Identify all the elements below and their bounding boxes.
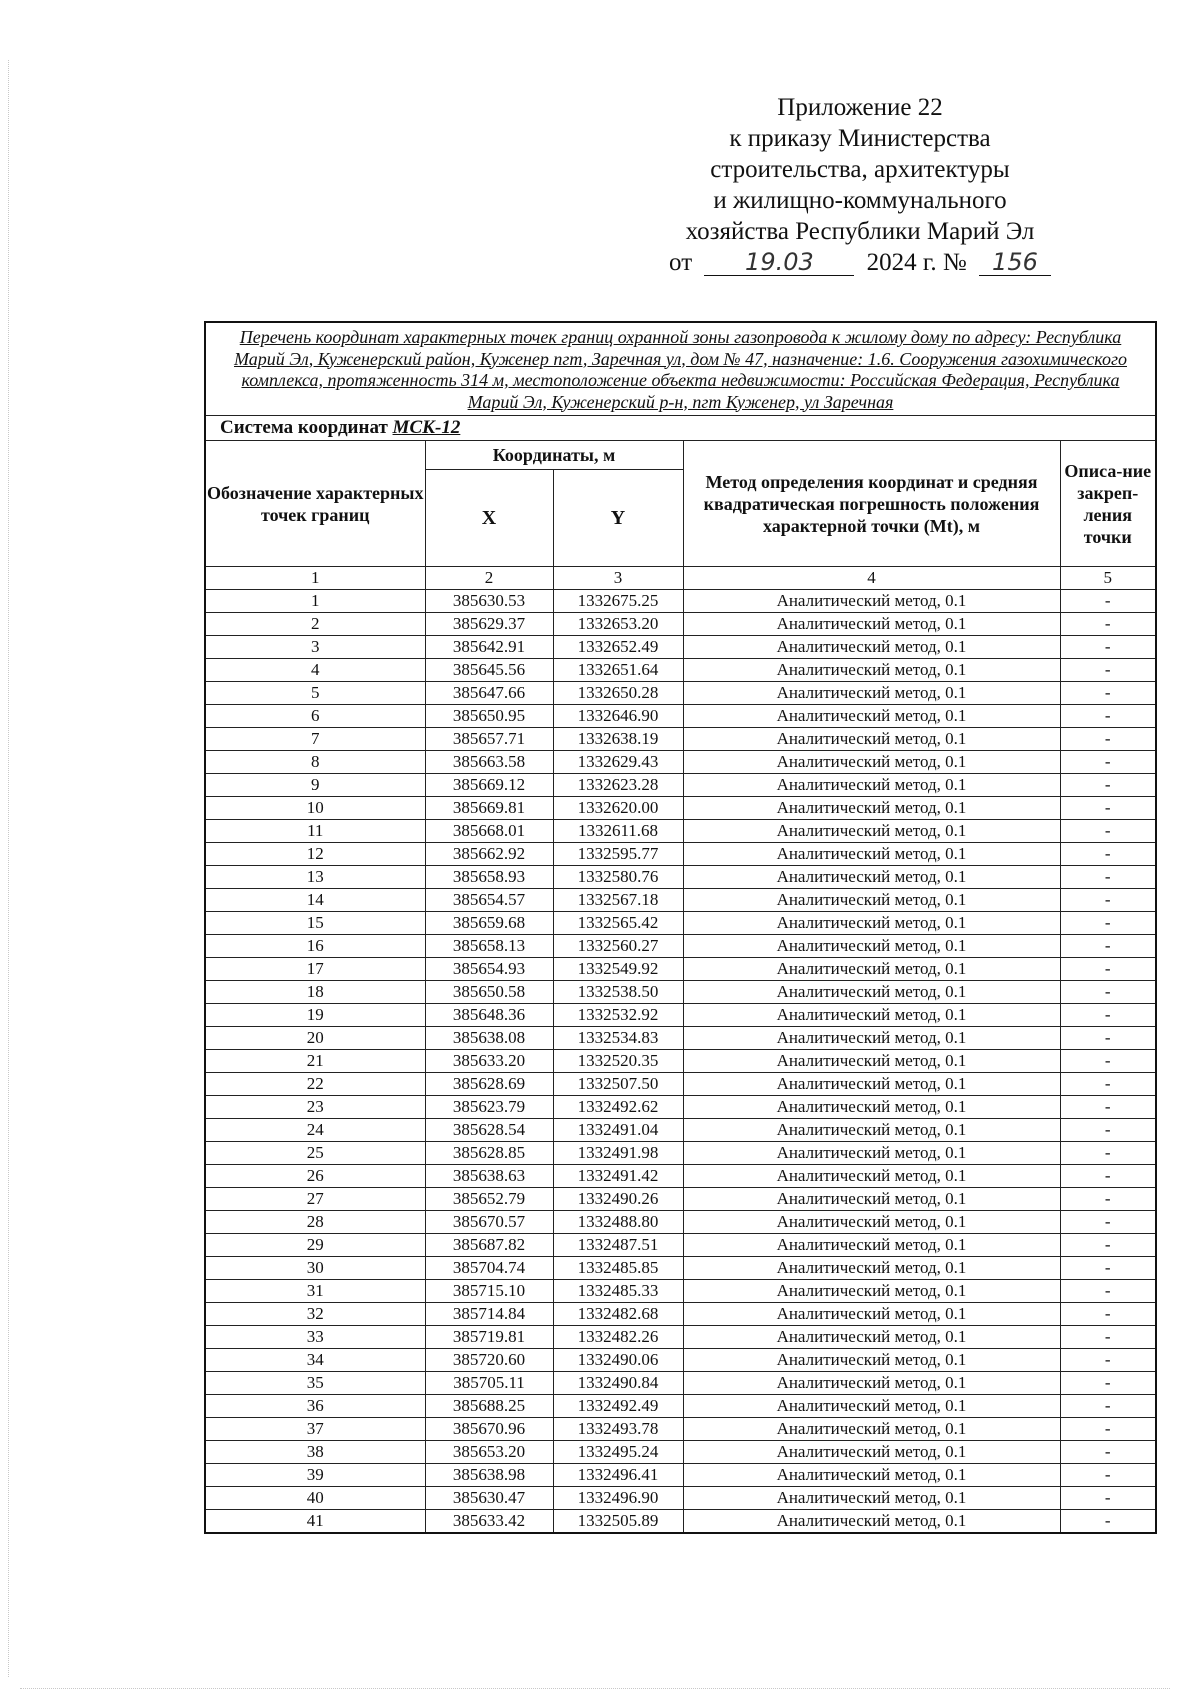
- y-cell: 1332490.06: [553, 1349, 683, 1372]
- description-cell: -: [1060, 613, 1156, 636]
- table-row: [205, 751, 1156, 774]
- method-cell: Аналитический метод, 0.1: [683, 1487, 1060, 1510]
- point-id-cell: 21: [205, 1050, 425, 1073]
- x-cell: 385670.96: [425, 1418, 553, 1441]
- y-cell: 1332538.50: [553, 981, 683, 1004]
- description-cell: -: [1060, 1395, 1156, 1418]
- table-row: [205, 958, 1156, 981]
- coordinates-table: [204, 321, 1157, 1534]
- table-row: [205, 1211, 1156, 1234]
- column-number: 3: [553, 567, 683, 590]
- point-id-cell: 5: [205, 682, 425, 705]
- table-row: [205, 728, 1156, 751]
- point-id-cell: 33: [205, 1326, 425, 1349]
- table-row: [205, 1119, 1156, 1142]
- y-cell: 1332595.77: [553, 843, 683, 866]
- description-cell: -: [1060, 1257, 1156, 1280]
- y-cell: 1332638.19: [553, 728, 683, 751]
- x-cell: 385650.58: [425, 981, 553, 1004]
- x-cell: 385650.95: [425, 705, 553, 728]
- table-row: [205, 1441, 1156, 1464]
- table-row: [205, 1326, 1156, 1349]
- x-cell: 385645.56: [425, 659, 553, 682]
- description-cell: -: [1060, 1280, 1156, 1303]
- description-cell: -: [1060, 1142, 1156, 1165]
- point-id-cell: 17: [205, 958, 425, 981]
- order-line: [560, 247, 1160, 278]
- description-cell: -: [1060, 935, 1156, 958]
- x-cell: 385652.79: [425, 1188, 553, 1211]
- y-cell: 1332485.85: [553, 1257, 683, 1280]
- column-number: 5: [1060, 567, 1156, 590]
- x-cell: 385638.08: [425, 1027, 553, 1050]
- point-id-cell: 31: [205, 1280, 425, 1303]
- point-id-cell: 27: [205, 1188, 425, 1211]
- header-description: Описа-ние закреп-ления точки: [1060, 441, 1156, 567]
- order-date-handwritten: 19.03: [704, 249, 854, 276]
- x-cell: 385719.81: [425, 1326, 553, 1349]
- x-cell: 385630.53: [425, 590, 553, 613]
- table-row: [205, 1257, 1156, 1280]
- description-cell: -: [1060, 1050, 1156, 1073]
- method-cell: Аналитический метод, 0.1: [683, 1303, 1060, 1326]
- table-row: [205, 590, 1156, 613]
- header-line: Приложение 22: [777, 94, 943, 121]
- system-label: Система координат: [220, 417, 388, 438]
- description-cell: -: [1060, 820, 1156, 843]
- description-cell: -: [1060, 682, 1156, 705]
- description-cell: -: [1060, 912, 1156, 935]
- x-cell: 385663.58: [425, 751, 553, 774]
- point-id-cell: 19: [205, 1004, 425, 1027]
- method-cell: Аналитический метод, 0.1: [683, 1073, 1060, 1096]
- order-year: 2024 г. №: [866, 249, 967, 276]
- table-row: [205, 774, 1156, 797]
- method-cell: Аналитический метод, 0.1: [683, 705, 1060, 728]
- x-cell: 385705.11: [425, 1372, 553, 1395]
- x-cell: 385668.01: [425, 820, 553, 843]
- column-numbers-row: [205, 567, 1156, 590]
- table-row: [205, 1487, 1156, 1510]
- y-cell: 1332507.50: [553, 1073, 683, 1096]
- point-id-cell: 28: [205, 1211, 425, 1234]
- method-cell: Аналитический метод, 0.1: [683, 958, 1060, 981]
- table-row: [205, 1234, 1156, 1257]
- y-cell: 1332505.89: [553, 1510, 683, 1534]
- table-row: [205, 820, 1156, 843]
- method-cell: Аналитический метод, 0.1: [683, 682, 1060, 705]
- x-cell: 385633.20: [425, 1050, 553, 1073]
- table-row: [205, 1303, 1156, 1326]
- y-cell: 1332623.28: [553, 774, 683, 797]
- method-cell: Аналитический метод, 0.1: [683, 1004, 1060, 1027]
- method-cell: Аналитический метод, 0.1: [683, 774, 1060, 797]
- header-line: и жилищно-коммунального: [713, 187, 1007, 214]
- y-cell: 1332675.25: [553, 590, 683, 613]
- table-row: [205, 889, 1156, 912]
- table-row: [205, 613, 1156, 636]
- method-cell: Аналитический метод, 0.1: [683, 935, 1060, 958]
- column-number: 2: [425, 567, 553, 590]
- x-cell: 385720.60: [425, 1349, 553, 1372]
- description-cell: -: [1060, 1487, 1156, 1510]
- point-id-cell: 1: [205, 590, 425, 613]
- method-cell: Аналитический метод, 0.1: [683, 613, 1060, 636]
- y-cell: 1332520.35: [553, 1050, 683, 1073]
- x-cell: 385633.42: [425, 1510, 553, 1534]
- description-cell: -: [1060, 705, 1156, 728]
- y-cell: 1332492.62: [553, 1096, 683, 1119]
- method-cell: Аналитический метод, 0.1: [683, 889, 1060, 912]
- description-cell: -: [1060, 751, 1156, 774]
- x-cell: 385638.98: [425, 1464, 553, 1487]
- table-row: [205, 1004, 1156, 1027]
- y-cell: 1332485.33: [553, 1280, 683, 1303]
- x-cell: 385654.93: [425, 958, 553, 981]
- table-row: [205, 843, 1156, 866]
- column-number: 1: [205, 567, 425, 590]
- x-cell: 385657.71: [425, 728, 553, 751]
- y-cell: 1332650.28: [553, 682, 683, 705]
- table-row: [205, 1027, 1156, 1050]
- y-cell: 1332567.18: [553, 889, 683, 912]
- order-number-handwritten: 156: [979, 249, 1051, 276]
- x-cell: 385669.81: [425, 797, 553, 820]
- table-row: [205, 705, 1156, 728]
- point-id-cell: 24: [205, 1119, 425, 1142]
- method-cell: Аналитический метод, 0.1: [683, 1096, 1060, 1119]
- method-cell: Аналитический метод, 0.1: [683, 797, 1060, 820]
- x-cell: 385687.82: [425, 1234, 553, 1257]
- table-row: [205, 1280, 1156, 1303]
- header-point: Обозначение характерных точек границ: [205, 441, 425, 567]
- coordinate-system-row: [205, 416, 1156, 441]
- header-coords: Координаты, м: [425, 441, 683, 470]
- y-cell: 1332487.51: [553, 1234, 683, 1257]
- point-id-cell: 14: [205, 889, 425, 912]
- y-cell: 1332490.26: [553, 1188, 683, 1211]
- point-id-cell: 38: [205, 1441, 425, 1464]
- order-prefix: от: [669, 249, 693, 276]
- description-cell: -: [1060, 1073, 1156, 1096]
- y-cell: 1332532.92: [553, 1004, 683, 1027]
- table-row: [205, 1142, 1156, 1165]
- x-cell: 385662.92: [425, 843, 553, 866]
- x-cell: 385688.25: [425, 1395, 553, 1418]
- x-cell: 385704.74: [425, 1257, 553, 1280]
- point-id-cell: 32: [205, 1303, 425, 1326]
- y-cell: 1332482.68: [553, 1303, 683, 1326]
- description-cell: -: [1060, 1004, 1156, 1027]
- point-id-cell: 18: [205, 981, 425, 1004]
- y-cell: 1332482.26: [553, 1326, 683, 1349]
- method-cell: Аналитический метод, 0.1: [683, 1326, 1060, 1349]
- description-cell: -: [1060, 797, 1156, 820]
- description-cell: -: [1060, 958, 1156, 981]
- method-cell: Аналитический метод, 0.1: [683, 866, 1060, 889]
- y-cell: 1332490.84: [553, 1372, 683, 1395]
- y-cell: 1332580.76: [553, 866, 683, 889]
- x-cell: 385653.20: [425, 1441, 553, 1464]
- table-row: [205, 981, 1156, 1004]
- point-id-cell: 15: [205, 912, 425, 935]
- y-cell: 1332653.20: [553, 613, 683, 636]
- method-cell: Аналитический метод, 0.1: [683, 912, 1060, 935]
- table-title: Перечень координат характерных точек границ охранной зоны газопровода к жилому дому по адресу: Республика Марий Эл, Куженерский район, Куженер пгт, Заречная ул, дом № 47, назначение: 1.6. Сооружения газохимического комплекса, протяженность 314 м, местоположение объекта недвижимости: Российская Федерация, Республика Марий Эл, Куженерский р-н, пгт Куженер, ул Заречная: [205, 322, 1156, 416]
- column-number: 4: [683, 567, 1060, 590]
- point-id-cell: 13: [205, 866, 425, 889]
- header-y: Y: [553, 470, 683, 567]
- point-id-cell: 25: [205, 1142, 425, 1165]
- table-row: [205, 797, 1156, 820]
- table-row: [205, 1165, 1156, 1188]
- x-cell: 385623.79: [425, 1096, 553, 1119]
- scan-edge-left: [8, 60, 9, 1677]
- description-cell: -: [1060, 1165, 1156, 1188]
- point-id-cell: 20: [205, 1027, 425, 1050]
- method-cell: Аналитический метод, 0.1: [683, 1027, 1060, 1050]
- description-cell: -: [1060, 1303, 1156, 1326]
- description-cell: -: [1060, 866, 1156, 889]
- point-id-cell: 29: [205, 1234, 425, 1257]
- description-cell: -: [1060, 1510, 1156, 1534]
- y-cell: 1332629.43: [553, 751, 683, 774]
- table-row: [205, 682, 1156, 705]
- table-row: [205, 1372, 1156, 1395]
- point-id-cell: 22: [205, 1073, 425, 1096]
- x-cell: 385629.37: [425, 613, 553, 636]
- description-cell: -: [1060, 1234, 1156, 1257]
- table-row: [205, 1464, 1156, 1487]
- table-row: [205, 1510, 1156, 1534]
- table-row: [205, 1050, 1156, 1073]
- method-cell: Аналитический метод, 0.1: [683, 1188, 1060, 1211]
- table-row: [205, 912, 1156, 935]
- method-cell: Аналитический метод, 0.1: [683, 1372, 1060, 1395]
- y-cell: 1332549.92: [553, 958, 683, 981]
- point-id-cell: 35: [205, 1372, 425, 1395]
- y-cell: 1332534.83: [553, 1027, 683, 1050]
- table-row: [205, 1073, 1156, 1096]
- point-id-cell: 23: [205, 1096, 425, 1119]
- description-cell: -: [1060, 1326, 1156, 1349]
- description-cell: -: [1060, 774, 1156, 797]
- x-cell: 385658.93: [425, 866, 553, 889]
- x-cell: 385669.12: [425, 774, 553, 797]
- y-cell: 1332493.78: [553, 1418, 683, 1441]
- x-cell: 385628.85: [425, 1142, 553, 1165]
- description-cell: -: [1060, 1441, 1156, 1464]
- x-cell: 385670.57: [425, 1211, 553, 1234]
- y-cell: 1332491.98: [553, 1142, 683, 1165]
- x-cell: 385638.63: [425, 1165, 553, 1188]
- method-cell: Аналитический метод, 0.1: [683, 659, 1060, 682]
- description-cell: -: [1060, 1188, 1156, 1211]
- method-cell: Аналитический метод, 0.1: [683, 843, 1060, 866]
- method-cell: Аналитический метод, 0.1: [683, 1165, 1060, 1188]
- method-cell: Аналитический метод, 0.1: [683, 751, 1060, 774]
- point-id-cell: 39: [205, 1464, 425, 1487]
- x-cell: 385654.57: [425, 889, 553, 912]
- appendix-header: [560, 92, 1160, 278]
- y-cell: 1332560.27: [553, 935, 683, 958]
- y-cell: 1332646.90: [553, 705, 683, 728]
- description-cell: -: [1060, 1372, 1156, 1395]
- x-cell: 385659.68: [425, 912, 553, 935]
- description-cell: -: [1060, 981, 1156, 1004]
- method-cell: Аналитический метод, 0.1: [683, 636, 1060, 659]
- point-id-cell: 6: [205, 705, 425, 728]
- y-cell: 1332611.68: [553, 820, 683, 843]
- description-cell: -: [1060, 728, 1156, 751]
- method-cell: Аналитический метод, 0.1: [683, 1464, 1060, 1487]
- point-id-cell: 3: [205, 636, 425, 659]
- description-cell: -: [1060, 636, 1156, 659]
- point-id-cell: 30: [205, 1257, 425, 1280]
- description-cell: -: [1060, 1464, 1156, 1487]
- description-cell: -: [1060, 1211, 1156, 1234]
- y-cell: 1332565.42: [553, 912, 683, 935]
- point-id-cell: 16: [205, 935, 425, 958]
- method-cell: Аналитический метод, 0.1: [683, 1211, 1060, 1234]
- table-row: [205, 866, 1156, 889]
- method-cell: Аналитический метод, 0.1: [683, 1349, 1060, 1372]
- x-cell: 385647.66: [425, 682, 553, 705]
- method-cell: Аналитический метод, 0.1: [683, 590, 1060, 613]
- x-cell: 385648.36: [425, 1004, 553, 1027]
- table-row: [205, 1418, 1156, 1441]
- method-cell: Аналитический метод, 0.1: [683, 1050, 1060, 1073]
- y-cell: 1332495.24: [553, 1441, 683, 1464]
- point-id-cell: 9: [205, 774, 425, 797]
- point-id-cell: 4: [205, 659, 425, 682]
- description-cell: -: [1060, 590, 1156, 613]
- description-cell: -: [1060, 889, 1156, 912]
- header-x: X: [425, 470, 553, 567]
- point-id-cell: 11: [205, 820, 425, 843]
- x-cell: 385658.13: [425, 935, 553, 958]
- description-cell: -: [1060, 659, 1156, 682]
- y-cell: 1332496.90: [553, 1487, 683, 1510]
- x-cell: 385715.10: [425, 1280, 553, 1303]
- method-cell: Аналитический метод, 0.1: [683, 1142, 1060, 1165]
- scan-edge-bottom: [20, 1688, 1170, 1689]
- point-id-cell: 37: [205, 1418, 425, 1441]
- y-cell: 1332496.41: [553, 1464, 683, 1487]
- x-cell: 385628.69: [425, 1073, 553, 1096]
- x-cell: 385630.47: [425, 1487, 553, 1510]
- header-line: строительства, архитектуры: [710, 156, 1010, 183]
- y-cell: 1332651.64: [553, 659, 683, 682]
- system-value: МСК-12: [392, 417, 461, 438]
- y-cell: 1332492.49: [553, 1395, 683, 1418]
- table-row: [205, 636, 1156, 659]
- table-row: [205, 935, 1156, 958]
- method-cell: Аналитический метод, 0.1: [683, 1257, 1060, 1280]
- description-cell: -: [1060, 1418, 1156, 1441]
- point-id-cell: 10: [205, 797, 425, 820]
- method-cell: Аналитический метод, 0.1: [683, 728, 1060, 751]
- description-cell: -: [1060, 1119, 1156, 1142]
- method-cell: Аналитический метод, 0.1: [683, 1510, 1060, 1534]
- method-cell: Аналитический метод, 0.1: [683, 1119, 1060, 1142]
- y-cell: 1332652.49: [553, 636, 683, 659]
- y-cell: 1332488.80: [553, 1211, 683, 1234]
- header-line: хозяйства Республики Марий Эл: [685, 218, 1035, 245]
- description-cell: -: [1060, 843, 1156, 866]
- point-id-cell: 40: [205, 1487, 425, 1510]
- table-row: [205, 659, 1156, 682]
- method-cell: Аналитический метод, 0.1: [683, 1441, 1060, 1464]
- method-cell: Аналитический метод, 0.1: [683, 1395, 1060, 1418]
- point-id-cell: 12: [205, 843, 425, 866]
- method-cell: Аналитический метод, 0.1: [683, 1280, 1060, 1303]
- x-cell: 385642.91: [425, 636, 553, 659]
- method-cell: Аналитический метод, 0.1: [683, 1418, 1060, 1441]
- y-cell: 1332491.04: [553, 1119, 683, 1142]
- table-row: [205, 1096, 1156, 1119]
- description-cell: -: [1060, 1349, 1156, 1372]
- header-method: Метод определения координат и средняя квадратическая погрешность положения характерной точки (Mt), м: [683, 441, 1060, 567]
- x-cell: 385714.84: [425, 1303, 553, 1326]
- point-id-cell: 8: [205, 751, 425, 774]
- point-id-cell: 36: [205, 1395, 425, 1418]
- y-cell: 1332491.42: [553, 1165, 683, 1188]
- point-id-cell: 26: [205, 1165, 425, 1188]
- method-cell: Аналитический метод, 0.1: [683, 1234, 1060, 1257]
- method-cell: Аналитический метод, 0.1: [683, 820, 1060, 843]
- table-row: [205, 1188, 1156, 1211]
- point-id-cell: 41: [205, 1510, 425, 1534]
- table-row: [205, 1395, 1156, 1418]
- description-cell: -: [1060, 1027, 1156, 1050]
- point-id-cell: 7: [205, 728, 425, 751]
- table-row: [205, 1349, 1156, 1372]
- y-cell: 1332620.00: [553, 797, 683, 820]
- point-id-cell: 2: [205, 613, 425, 636]
- description-cell: -: [1060, 1096, 1156, 1119]
- point-id-cell: 34: [205, 1349, 425, 1372]
- method-cell: Аналитический метод, 0.1: [683, 981, 1060, 1004]
- x-cell: 385628.54: [425, 1119, 553, 1142]
- header-line: к приказу Министерства: [729, 125, 991, 152]
